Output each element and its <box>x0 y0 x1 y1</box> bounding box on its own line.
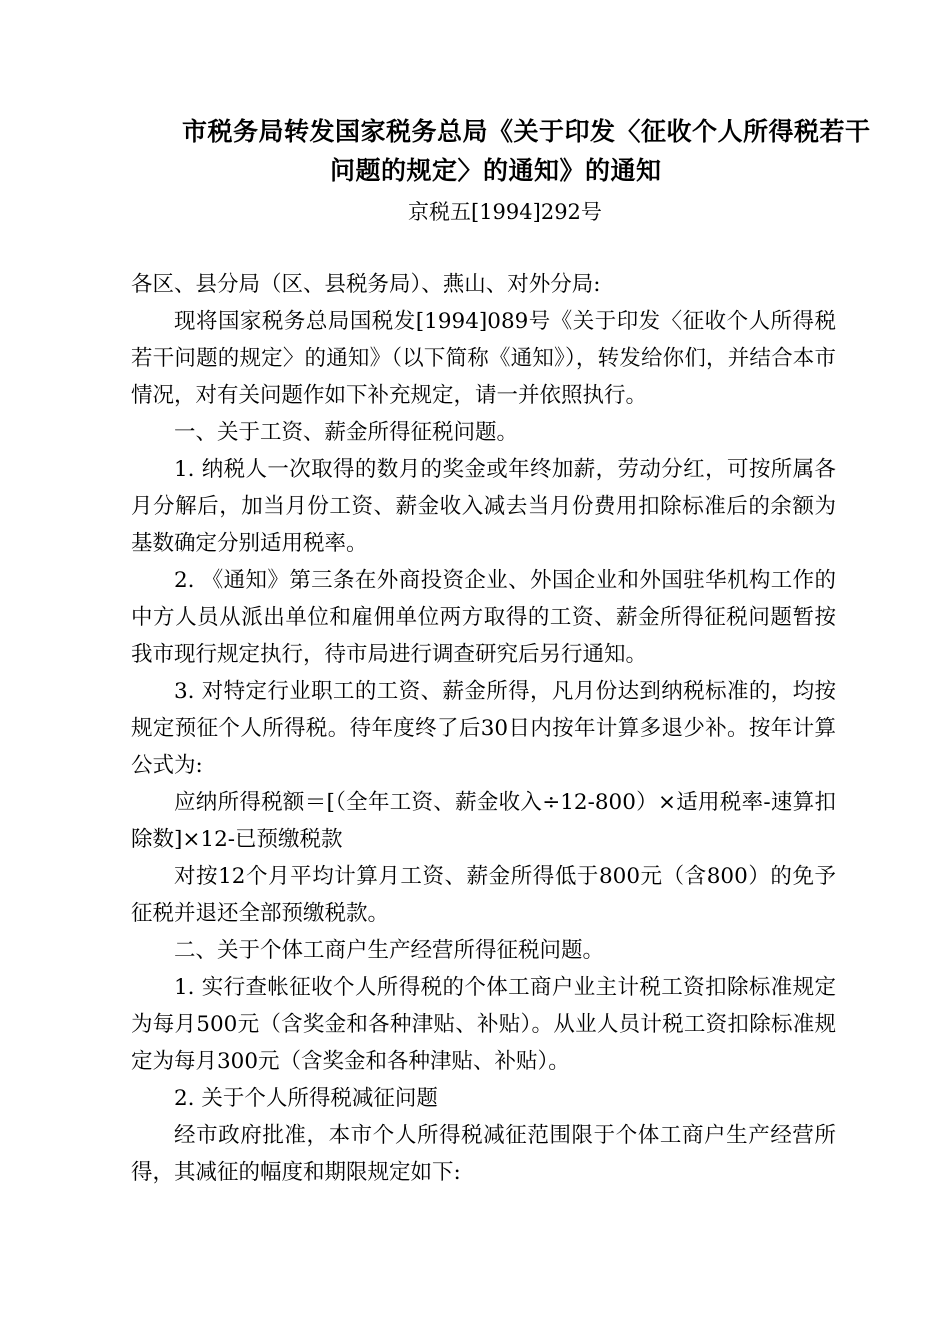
document-number: 京税五[1994]292号 <box>408 200 602 224</box>
paragraph-intro: 现将国家税务总局国税发[1994]089号《关于印发〈征收个人所得税若干问题的规定〉的通知》（以下简称《通知》），转发给你们，并结合本市情况，对有关问题作如下补充规定，请一并依照执行。 <box>131 309 836 408</box>
paragraph-item: 经市政府批准，本市个人所得税减征范围限于个体工商户生产经营所得，其减征的幅度和期限规定如下: <box>131 1123 836 1185</box>
document-title-line-1: 市税务局转发国家税务总局《关于印发〈征收个人所得税若干 <box>182 117 871 146</box>
paragraph-item: 2. 《通知》第三条在外商投资企业、外国企业和外国驻华机构工作的中方人员从派出单位和雇佣单位两方取得的工资、薪金所得征税问题暂按我市现行规定执行，待市局进行调查研究后另行通知。 <box>131 568 836 667</box>
document-title-line-2: 问题的规定〉的通知》的通知 <box>330 156 662 185</box>
addressee: 各区、县分局（区、县税务局）、燕山、对外分局: <box>131 272 601 297</box>
paragraph-item: 1. 纳税人一次取得的数月的奖金或年终加薪，劳动分红，可按所属各月分解后，加当月份工资、薪金收入减去当月份费用扣除标准后的余额为基数确定分别适用税率。 <box>131 457 836 556</box>
paragraph-item: 1. 实行查帐征收个人所得税的个体工商户业主计税工资扣除标准规定为每月500元（含奖金和各种津贴、补贴）。从业人员计税工资扣除标准规定为每月300元（含奖金和各种津贴、补贴）。 <box>131 975 836 1074</box>
paragraph-item: 2. 关于个人所得税减征问题 <box>174 1086 438 1111</box>
paragraph-item: 对按12个月平均计算月工资、薪金所得低于800元（含800）的免予征税并退还全部预缴税款。 <box>131 864 836 926</box>
paragraph-item: 3. 对特定行业职工的工资、薪金所得，凡月份达到纳税标准的，均按规定预征个人所得税。待年度终了后30日内按年计算多退少补。按年计算公式为: <box>131 679 836 778</box>
document-body <box>131 266 836 1191</box>
formula-paragraph: 应纳所得税额＝[（全年工资、薪金收入÷12-800）×适用税率-速算扣除数]×12-已预缴税款 <box>131 790 836 852</box>
section-heading-1: 一、关于工资、薪金所得征税问题。 <box>174 420 519 445</box>
section-heading-2: 二、关于个体工商户生产经营所得征税问题。 <box>174 938 605 963</box>
